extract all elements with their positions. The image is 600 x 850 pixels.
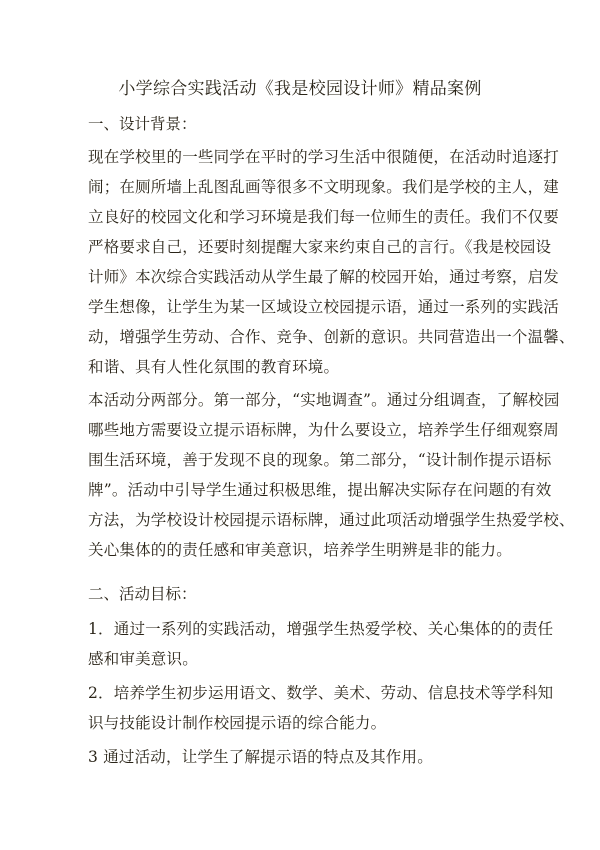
paragraph-line: 计师》本次综合实践活动从学生最了解的校园开始，通过考察，启发 xyxy=(88,268,560,286)
paragraph-line: 牌”。活动中引导学生通过积极思维，提出解决实际存在问题的有效 xyxy=(88,481,552,499)
paragraph-line: 现在学校里的一些同学在平时的学习生活中很随便，在活动时追逐打 xyxy=(88,148,560,166)
paragraph-line: 本活动分两部分。第一部分，“实地调查”。通过分组调查，了解校园 xyxy=(88,391,560,409)
paragraph-line: 立良好的校园文化和学习环境是我们每一位师生的责任。我们不仅要 xyxy=(88,208,560,226)
goal-line: 2．培养学生初步运用语文、数学、美术、劳动、信息技术等学科知 xyxy=(88,684,554,702)
goal-line: 感和审美意识。 xyxy=(88,650,198,668)
goal-line: 识与技能设计制作校园提示语的综合能力。 xyxy=(88,714,387,732)
paragraph-line: 关心集体的的责任感和审美意识，培养学生明辨是非的能力。 xyxy=(88,541,512,559)
paragraph-line: 动，增强学生劳动、合作、竞争、创新的意识。共同营造出一个温馨、 xyxy=(88,328,575,346)
paragraph-line: 闹；在厕所墙上乱图乱画等很多不文明现象。我们是学校的主人，建 xyxy=(88,178,560,196)
paragraph-line: 和谐、具有人性化氛围的教育环境。 xyxy=(88,358,340,376)
paragraph-line: 哪些地方需要设立提示语标牌，为什么要设立，培养学生仔细观察周 xyxy=(88,421,560,439)
document-title: 小学综合实践活动《我是校园设计师》精品案例 xyxy=(118,79,482,99)
paragraph-line: 严格要求自己，还要时刻提醒大家来约束自己的言行。《我是校园设 xyxy=(88,238,552,256)
paragraph-line: 围生活环境，善于发现不良的现象。第二部分，“设计制作提示语标 xyxy=(88,451,552,469)
goal-line: 1．通过一系列的实践活动，增强学生热爱学校、关心集体的的责任 xyxy=(88,620,554,638)
goal-line: 3 通过活动，让学生了解提示语的特点及其作用。 xyxy=(88,748,433,766)
section-heading-design-background: 一、设计背景： xyxy=(88,115,197,133)
paragraph-line: 学生想像，让学生为某一区域设立校园提示语，通过一系列的实践活 xyxy=(88,298,560,316)
paragraph-line: 方法，为学校设计校园提示语标牌，通过此项活动增强学生热爱学校、 xyxy=(88,511,575,529)
section-heading-activity-goals: 二、活动目标： xyxy=(88,585,197,603)
